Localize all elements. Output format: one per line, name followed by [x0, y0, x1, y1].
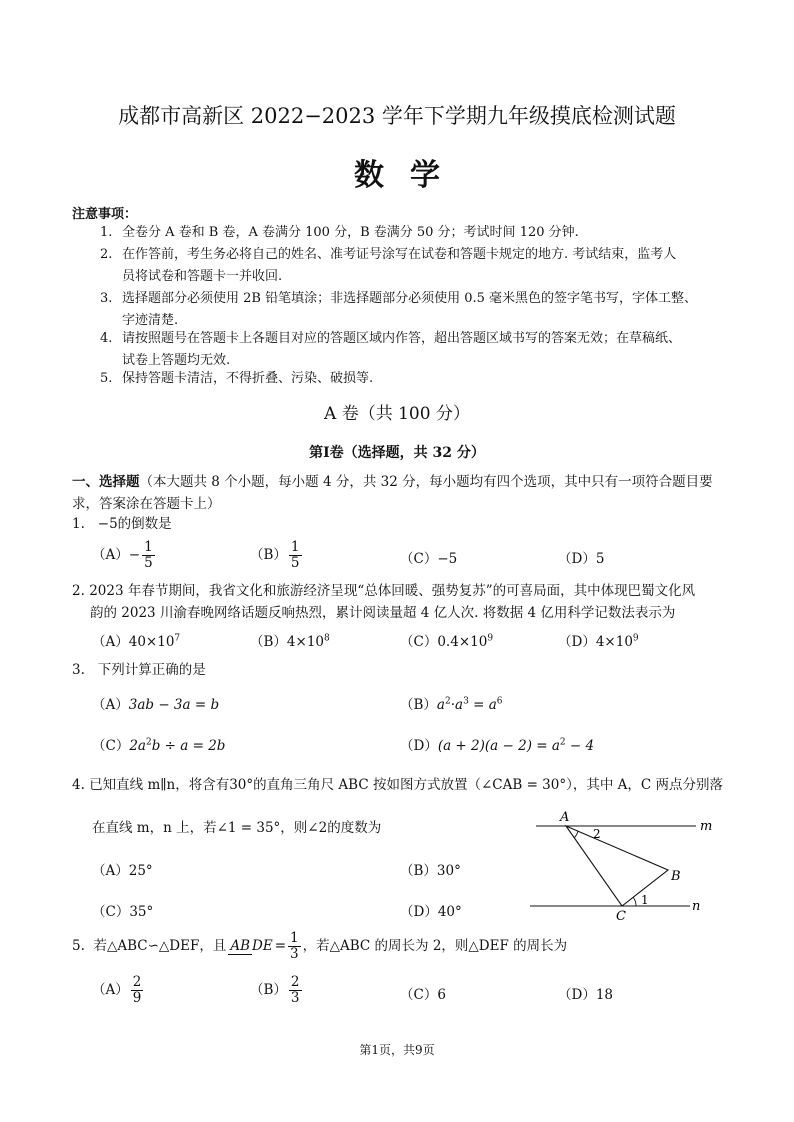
- q3-option-c: $(C)2a^2b \div a = 2b$: [92, 737, 226, 754]
- notice-num: 2.: [100, 247, 113, 262]
- page-footer: 第1页，共9页: [359, 1043, 435, 1057]
- notice-item-5: [100, 368, 740, 390]
- q5-option-c: （C）6: [400, 987, 446, 1003]
- notice-line: 试卷上答题均无效.: [122, 353, 231, 368]
- q3-option-a: （A）3ab − 3a = b: [92, 697, 220, 713]
- instructions-lead: 一、选择题: [72, 474, 140, 490]
- notice-line: 员将试卷和答题卡一并收回.: [122, 269, 283, 284]
- notice-num: 3.: [100, 291, 113, 306]
- q4-option-d: （D）40°: [400, 904, 462, 920]
- angle-1-arc: [633, 897, 636, 906]
- q2-option-a: $(A)40\times 10^7$: [92, 633, 181, 650]
- notice-line: 请按照题号在答题卡上各题目对应的答题区域内作答，超出答题区域书写的答案无效；在草稿纸、: [122, 331, 682, 346]
- question-4-stem-line1: [72, 774, 762, 796]
- question-text: 下列计算正确的是: [97, 662, 206, 678]
- part1-heading: 第Ⅰ卷（选择题，共 32 分）: [309, 445, 485, 461]
- section-a-heading: A 卷（共 100 分）: [324, 404, 470, 424]
- question-num: 5.: [72, 938, 85, 954]
- question-num: 3.: [72, 662, 85, 678]
- angle-2-arc: [574, 831, 578, 838]
- notice-item-4: [100, 328, 740, 372]
- notice-heading: 注意事项：: [72, 207, 138, 222]
- question-text: −5的倒数是: [97, 516, 172, 532]
- question-num: 4.: [72, 777, 85, 793]
- q2-option-d: $(D)4\times 10^9$: [558, 633, 639, 650]
- q4-option-a: （A）25°: [92, 863, 153, 879]
- subject-heading: 数学: [354, 158, 466, 193]
- question-num: 2.: [72, 583, 85, 599]
- label-a: A: [560, 810, 570, 825]
- exam-title: 成都市高新区 2022−2023 学年下学期九年级摸底检测试题: [118, 104, 676, 128]
- label-b: B: [671, 869, 681, 884]
- q2-option-b: $(B)4\times 10^8$: [250, 633, 330, 650]
- question-text: 已知直线 m∥n，将含有30°的直角三角尺 ABC 按如图方式放置（∠CAB = 30°），其中 A，C 两点分别落: [89, 777, 724, 793]
- label-c: C: [616, 909, 626, 924]
- q1-option-c: （C）−5: [400, 551, 458, 567]
- notice-line: 选择题部分必须使用 2B 铅笔填涂；非选择题部分必须使用 0.5 毫米黑色的签字笔书写，字体工整、: [122, 291, 698, 306]
- notice-num: 4.: [100, 331, 113, 346]
- label-n: n: [692, 899, 701, 914]
- triangle-abc: [566, 826, 668, 906]
- notice-num: 5.: [100, 371, 113, 386]
- q4-option-c: （C）35°: [92, 904, 154, 920]
- q3-option-b: $(B)a^2\cdot a^3 = a^6$: [400, 696, 503, 713]
- question-text: ，若△ABC 的周长为 2，则△DEF 的周长为: [302, 938, 568, 954]
- q4-option-b: （B）30°: [400, 863, 461, 879]
- question-text: 2023 年春节期间，我省文化和旅游经济呈现“总体回暖、强势复苏”的可喜局面，其中体现巴蜀文化风: [89, 583, 696, 599]
- geometry-figure: [520, 808, 720, 926]
- q5-option-a: （A） $\frac{2}{9}$: [92, 974, 142, 1006]
- notice-item-3: [100, 288, 740, 332]
- notice-num: 1.: [100, 225, 113, 240]
- question-4-stem-line2: 在直线 m，n 上，若∠1 = 35°，则∠2的度数为: [92, 820, 382, 836]
- q1-option-a: （A）− $\frac{1}{5}$: [92, 539, 153, 571]
- label-angle-1: 1: [641, 893, 649, 907]
- question-text: 若△ABC∽△DEF，且: [93, 938, 227, 954]
- notice-line: 保持答题卡清洁，不得折叠、污染、破损等.: [122, 371, 374, 386]
- label-m: m: [700, 819, 713, 834]
- label-angle-2: 2: [593, 827, 601, 841]
- instructions-line1: （本大题共 8 个小题，每小题 4 分，共 32 分，每小题均有四个选项，其中只有一项符合题目要: [139, 474, 713, 490]
- q1-option-d: （D）5: [558, 551, 605, 567]
- notice-item-2: [100, 244, 740, 288]
- notice-line: 字迹清楚.: [122, 313, 179, 328]
- question-1-stem: [72, 513, 172, 535]
- notice-item-1: [100, 222, 740, 244]
- q5-option-d: （D）18: [558, 987, 614, 1003]
- notice-line: 在作答前，考生务必将自己的姓名、准考证号涂写在试卷和答题卡规定的地方. 考试结束，监考人: [122, 247, 677, 262]
- question-5-stem: 5. 若△ABC∽△DEF，且 AB DE = $\frac{1}{3}$ ，若△ABC 的周长为 2，则△DEF 的周长为: [72, 930, 568, 962]
- question-num: 1.: [72, 516, 85, 532]
- question-text: 韵的 2023 川渝春晚网络话题反响热烈，累计阅读量超 4 亿人次. 将数据 4 亿用科学记数法表示为: [90, 605, 676, 621]
- question-2-stem: [72, 580, 752, 624]
- q3-option-d: $(D)(a + 2)(a - 2) = a^2 - 4$: [400, 737, 595, 754]
- instructions: [72, 471, 732, 515]
- q2-option-c: $(C)0.4\times 10^9$: [400, 633, 494, 650]
- question-3-stem: [72, 659, 206, 681]
- notice-line: 全卷分 A 卷和 B 卷，A 卷满分 100 分，B 卷满分 50 分；考试时间 120 分钟.: [122, 225, 579, 240]
- q1-option-b: （B） $\frac{1}{5}$: [250, 539, 300, 571]
- instructions-line2: 求，答案涂在答题卡上）: [72, 496, 221, 512]
- q5-option-b: （B） $\frac{2}{3}$: [250, 974, 300, 1006]
